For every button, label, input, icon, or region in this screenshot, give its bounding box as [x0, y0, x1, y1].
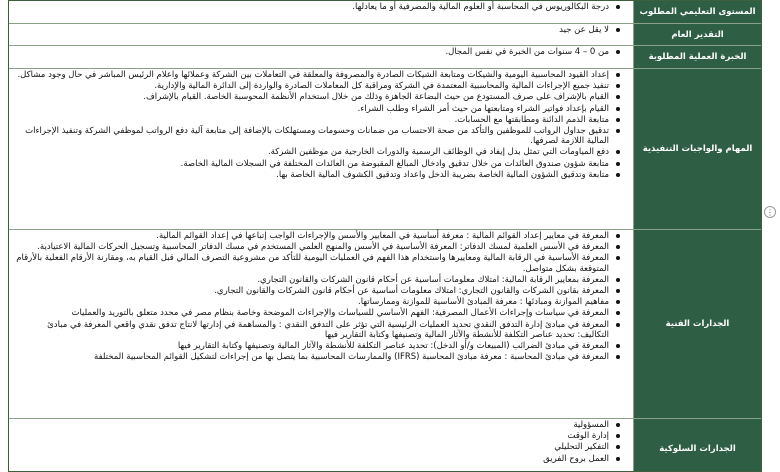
list-item: القيام بالإشراف على صرف المستودع من حيث البضاعة الجاهزة وذلك من خلال استخدام الأنظمة المحوسبة الخاصة. القيام بالإشراف.	[15, 92, 609, 102]
list-item: لا يقل عن جيد	[15, 25, 609, 35]
scroll-anchor-icon[interactable]: ⋮	[766, 207, 774, 217]
row-label: الخبرة العملية المطلوبة	[633, 46, 761, 68]
list-item: تنفيذ جميع الإجراءات المالية والمحاسبية المعتمدة في الشركة ومراقبة كل المعاملات الصادرة والواردة إلى الدائرة المالية والإدارية.	[15, 81, 609, 91]
list-item: المعرفة في مبادئ إدارة التدفق النقدي تحديد العمليات الرئيسية التي تؤثر على التدفق النقدي : والمساهمة في إدارتها لانتاج تدفق نقدي واقعي المعرفة في مبادئ التكاليف: تحديد عناصر التكلفة للأنشطة والآثار المالية وتصنيفها وكتابة التقارير فيها	[15, 320, 609, 340]
row-content	[9, 230, 633, 418]
list-item: مفاهيم الموازنة ومبادئها : معرفة المبادئ الأساسية للموازنة وممارساتها.	[15, 297, 609, 307]
row-content	[9, 24, 633, 45]
row-duties	[9, 69, 761, 230]
row-label: المهام والواجبات التنفيذية	[633, 69, 761, 229]
row-education	[9, 1, 761, 24]
list-item: إدارة الوقت	[15, 431, 609, 441]
row-label: الجدارات الفنية	[633, 230, 761, 418]
list-item: المعرفة في معايير إعداد القوائم المالية : معرفة أساسية في المعايير والأسس والإجراءات الواجب إتباعها في إعداد القوائم المالية.	[15, 231, 609, 241]
list-item: متابعة شؤون صندوق العائدات من خلال تدقيق وادخال المبالغ المقبوضة من العائدات المختلفة في السجلات المالية الخاصة.	[15, 159, 609, 169]
list-item: متابعة وتدقيق الشؤون المالية الخاصة بضريبة الدخل واعداد وتدقيق الكشوف المالية الخاصة بها.	[15, 170, 609, 180]
list-item: دفع المياومات التي تمثل بدل إيفاد في الوظائف الرسمية والدورات الخارجية من موظفين الشركة.	[15, 147, 609, 157]
row-behavioral-competencies	[9, 419, 761, 472]
row-content	[9, 1, 633, 23]
list-item: التفكير التحليلي	[15, 442, 609, 452]
list-item: المعرفة في مبادئ الضرائب (المبيعات و/أو الدخل): تحديد عناصر التكلفة للأنشطة والآثار المالية وتصنيفها وكتابة التقارير فيها	[15, 341, 609, 351]
list-item: المعرفة في مبادئ المحاسبة : معرفة مبادئ المحاسبة (IFRS) والممارسات المحاسبية بما يتصل بها من إجراءات لتشكيل القوائم المحاسبية المختلفة	[15, 352, 609, 362]
row-experience	[9, 46, 761, 69]
list-item: درجة البكالوريوس في المحاسبة أو العلوم المالية والمصرفية أو ما يعادلها.	[15, 2, 609, 12]
row-label: المستوى التعليمي المطلوب	[633, 1, 761, 23]
list-item: المسؤولية	[15, 420, 609, 430]
row-label: التقدير العام	[633, 24, 761, 45]
row-technical-competencies	[9, 230, 761, 419]
list-item: المعرفة في سياسات وإجراءات الأعمال المصرفية: الفهم الأساسي للسياسات والإجراءات الموضحة وخاصة بنظام مصر في محدد متعلق بالتوريد والعمليات	[15, 308, 609, 318]
list-item: المعرفة بمعايير الرقابة المالية: امتلاك معلومات أساسية عن أحكام قانون الشركات والقانون التجاري.	[15, 275, 609, 285]
row-label: الجدارات السلوكية	[633, 419, 761, 472]
list-item: العمل بروح الفريق	[15, 454, 609, 464]
list-item: من 0 – 4 سنوات من الخبرة في نفس المجال.	[15, 47, 609, 57]
job-description-table	[8, 0, 762, 472]
list-item: إعداد القيود المحاسبية اليومية والشيكات ومتابعة الشيكات الصادرة والمصروفة والمعلقة في التعاملات بين الشركة وعملائها واعلام الرئيس المباشر في حال وجود مشاكل.	[15, 70, 609, 80]
list-item: المعرفة الأساسية في الرقابة المالية ومعاييرها واستخدام هذا الفهم في العمليات اليومية للتأكد من مشروعية التصرف المالي قبل القيام به، ومقارنة الأرقام الفعلية بالأرقام المتوقعة بشكل متواصل.	[16, 253, 609, 274]
row-grade	[9, 24, 761, 46]
row-content	[9, 69, 633, 229]
row-content	[9, 419, 633, 472]
list-item: متابعة الذمم الدائنة ومطابقتها مع الحسابات.	[15, 115, 609, 125]
list-item: تدقيق جداول الرواتب للموظفين والتأكد من صحة الاحتساب من ضمانات وحسومات ومستهلكات بالإضافة إلى متابعة آلية دفع الرواتب لموظفي الشركة وتنفيذ الإجراءات المالية اللازمة لصرفها.	[15, 126, 609, 146]
list-item: القيام بإعداد فواتير الشراء ومتابعتها من حيث أمر الشراء وطلب الشراء.	[15, 104, 609, 114]
list-item: المعرفة في الأسس العلمية لمسك الدفاتر: المعرفة الأساسية في الأسس والمنهج العلمي المستخدم في مسك الدفاتر المحاسبية وتسجيل الحركات المالية الاعتيادية.	[15, 242, 609, 252]
list-item: المعرفة بقانون الشركات والقانون التجاري: امتلاك معلومات أساسية عن أحكام قانون الشركات والقانون التجاري.	[15, 286, 609, 296]
row-content	[9, 46, 633, 68]
